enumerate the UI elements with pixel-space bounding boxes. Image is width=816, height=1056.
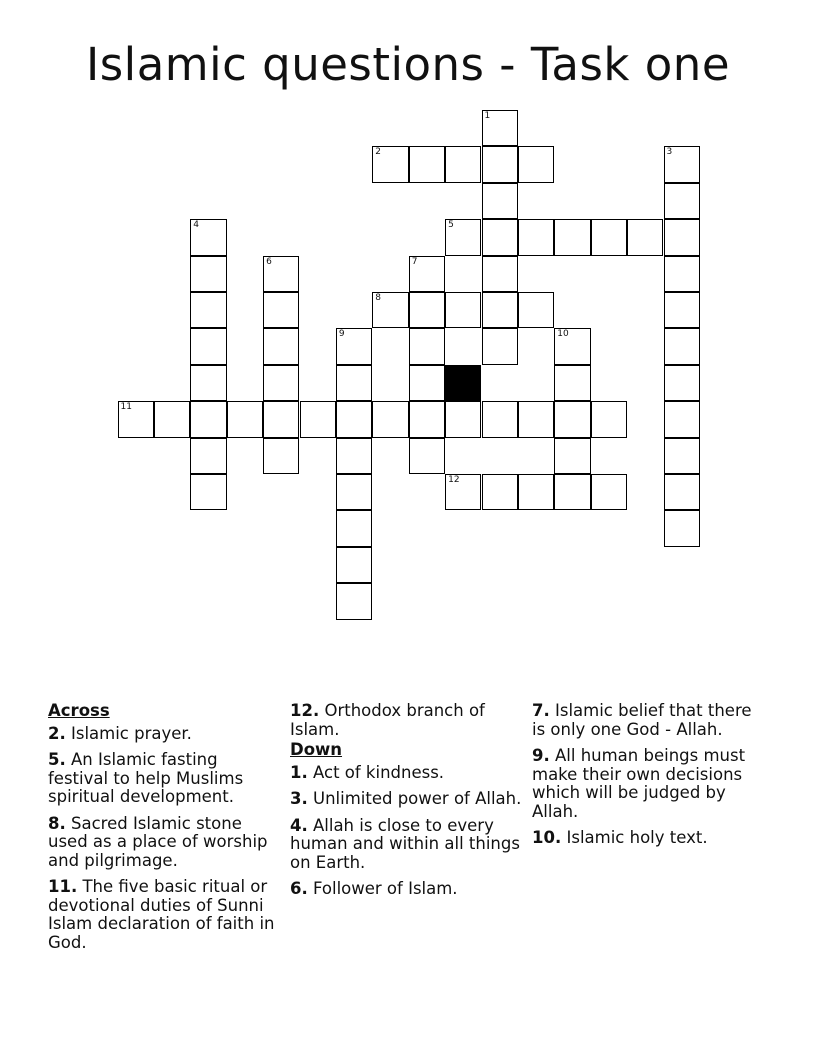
clue-number-label: 5. <box>48 750 66 769</box>
clue-number: 1 <box>484 111 491 121</box>
grid-cell <box>482 110 518 146</box>
grid-cell <box>554 365 590 401</box>
grid-cell <box>627 219 663 255</box>
clue-text: Orthodox branch of Islam. <box>290 701 485 739</box>
clue-number: 5 <box>448 220 454 231</box>
across-header: Across <box>48 701 110 720</box>
clue-number: 8 <box>375 293 382 303</box>
grid-cell <box>482 256 518 292</box>
grid-cell <box>554 219 590 255</box>
clue-number-label: 10. <box>532 828 562 847</box>
clue-text: An Islamic fasting festival to help Muslims spiritual development. <box>48 750 244 806</box>
grid-cell <box>445 474 481 510</box>
clue <box>48 751 280 807</box>
grid-cell <box>518 292 554 328</box>
grid-cell <box>409 292 445 328</box>
grid-cell <box>336 547 372 583</box>
grid-cell <box>263 438 299 474</box>
grid-cell <box>263 256 299 292</box>
clue <box>290 817 522 873</box>
clue-number: 4 <box>193 220 200 231</box>
grid-cell <box>554 438 590 474</box>
clue-text: Unlimited power of Allah. <box>307 789 522 808</box>
grid-cell <box>445 401 481 437</box>
grid-cell <box>554 328 590 364</box>
clue-number-label: 7. <box>532 701 550 720</box>
grid-cell <box>227 401 263 437</box>
across-clue-list <box>48 725 280 953</box>
clue <box>290 702 522 739</box>
grid-cell <box>664 256 700 292</box>
grid-cell <box>591 474 627 510</box>
clue-number-label: 8. <box>48 813 66 833</box>
clues-column-2 <box>290 702 522 907</box>
clue-number: 3 <box>666 147 673 158</box>
clue-number-label: 1. <box>290 762 308 782</box>
clue-text: The five basic ritual or devotional duties of Sunni Islam declaration of faith in God. <box>48 877 275 952</box>
grid-cell <box>482 401 518 437</box>
grid-cell <box>482 292 518 328</box>
clue-number-label: 11. <box>48 877 78 896</box>
clue-number: 2 <box>375 147 382 158</box>
clue-number: 9 <box>338 329 345 340</box>
clue-number: 7 <box>411 256 418 267</box>
clue-text: Follower of Islam. <box>307 879 458 898</box>
grid-cell <box>482 474 518 510</box>
grid-cell <box>190 365 226 401</box>
clue-number: 6 <box>266 256 272 267</box>
grid-cell <box>336 583 372 619</box>
grid-cell <box>554 401 590 437</box>
grid-cell <box>664 438 700 474</box>
grid-cell <box>190 401 226 437</box>
clue <box>48 815 280 871</box>
grid-cell <box>518 219 554 255</box>
down-clue-list-continued <box>532 702 764 848</box>
grid-cell <box>190 219 226 255</box>
clue <box>290 764 522 783</box>
clue-number-label: 4. <box>290 815 308 835</box>
clue <box>290 790 522 809</box>
grid-cell <box>190 328 226 364</box>
clue <box>532 747 764 821</box>
clue-text: Islamic belief that there is only one God - Allah. <box>532 701 752 739</box>
clue <box>532 702 764 739</box>
grid-cell <box>190 474 226 510</box>
grid-cell <box>664 474 700 510</box>
grid-cell <box>336 474 372 510</box>
grid-cell <box>591 219 627 255</box>
clue-text: Sacred Islamic stone used as a place of worship and pilgrimage. <box>48 813 268 870</box>
grid-cell <box>409 365 445 401</box>
grid-cell <box>664 146 700 182</box>
grid-cell <box>664 292 700 328</box>
clue-number: 12 <box>448 475 460 485</box>
grid-cell <box>118 401 154 437</box>
grid-cell <box>336 328 372 364</box>
clue <box>290 880 522 899</box>
grid-cell <box>409 328 445 364</box>
grid-cell <box>482 328 518 364</box>
grid-cell <box>336 438 372 474</box>
grid-cell <box>263 401 299 437</box>
grid-cell <box>300 401 336 437</box>
clue <box>532 829 764 848</box>
grid-cell <box>409 146 445 182</box>
clue-number-label: 12. <box>290 701 320 720</box>
grid-cell <box>445 219 481 255</box>
grid-cell <box>554 474 590 510</box>
grid-cell <box>664 328 700 364</box>
grid-cell <box>482 146 518 182</box>
grid-cell <box>664 183 700 219</box>
grid-cell <box>372 292 408 328</box>
clue-number: 10 <box>557 329 569 340</box>
grid-cell <box>409 438 445 474</box>
grid-cell <box>591 401 627 437</box>
grid-cell <box>482 219 518 255</box>
grid-cell <box>372 146 408 182</box>
clue-text: Islamic prayer. <box>65 723 192 743</box>
grid-cell <box>336 365 372 401</box>
clue-text: Allah is close to every human and within all things on Earth. <box>290 815 520 872</box>
grid-cell <box>445 146 481 182</box>
clue <box>48 878 280 952</box>
grid-cell <box>409 401 445 437</box>
clue-number-label: 2. <box>48 723 66 743</box>
grid-cell <box>263 365 299 401</box>
grid-cell <box>372 401 408 437</box>
grid-cell <box>518 146 554 182</box>
across-clue-list-continued <box>290 702 522 739</box>
black-cell <box>445 365 481 401</box>
grid-cell <box>190 438 226 474</box>
grid-cell <box>336 401 372 437</box>
grid-cell <box>518 401 554 437</box>
grid-cell <box>518 474 554 510</box>
grid-cell <box>445 292 481 328</box>
clue-number-label: 3. <box>290 789 308 808</box>
grid-cell <box>664 219 700 255</box>
clues-column-3 <box>532 702 764 856</box>
clues-column-1 <box>48 702 280 960</box>
page-title: Islamic questions - Task one <box>85 38 731 91</box>
grid-cell <box>664 401 700 437</box>
grid-cell <box>190 292 226 328</box>
grid-cell <box>336 510 372 546</box>
grid-cell <box>154 401 190 437</box>
down-header: Down <box>290 740 343 759</box>
grid-cell <box>263 328 299 364</box>
grid-cell <box>482 183 518 219</box>
down-clue-list <box>290 764 522 899</box>
grid-cell <box>190 256 226 292</box>
clue-number-label: 9. <box>532 746 550 765</box>
grid-cell <box>263 292 299 328</box>
clue-text: Islamic holy text. <box>561 828 708 847</box>
grid-cell <box>664 510 700 546</box>
clue-number: 11 <box>120 402 132 413</box>
grid-cell <box>409 256 445 292</box>
clue <box>48 725 280 744</box>
clue-text: Act of kindness. <box>307 762 445 782</box>
clue-text: All human beings must make their own decisions which will be judged by Allah. <box>532 746 746 821</box>
clue-number-label: 6. <box>290 879 308 898</box>
grid-cell <box>664 365 700 401</box>
